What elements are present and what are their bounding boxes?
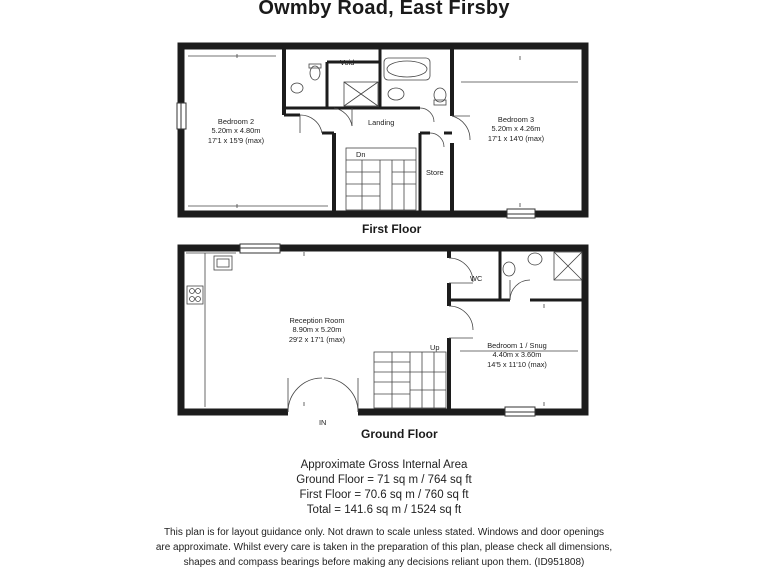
disclaimer-line-2: are approximate. Whilst every care is taken in the preparation of this plan, please check all dimensions,	[155, 542, 613, 553]
area-first: First Floor = 70.6 sq m / 760 sq ft	[299, 489, 469, 501]
area-summary	[0, 458, 768, 518]
room-imperial: 29'2 x 17'1 (max)	[288, 334, 346, 344]
label-landing: Landing	[368, 118, 395, 127]
label-void: Void	[340, 58, 355, 67]
room-name: Bedroom 3	[497, 115, 535, 124]
disclaimer	[0, 525, 768, 570]
room-metric: 5.20m x 4.26m	[491, 124, 541, 134]
ground-floor-outer-wall	[181, 248, 585, 412]
ground-floor-fixtures	[186, 252, 582, 412]
room-metric: 8.90m x 5.20m	[292, 325, 342, 335]
room-bedroom1	[472, 341, 562, 369]
room-bedroom2	[196, 117, 276, 145]
room-name: Reception Room	[289, 316, 345, 325]
area-total: Total = 141.6 sq m / 1524 sq ft	[306, 504, 462, 516]
label-in: IN	[319, 418, 327, 427]
label-store: Store	[426, 168, 444, 177]
room-imperial: 14'5 x 11'10 (max)	[487, 359, 547, 369]
disclaimer-line-3: shapes and compass bearings before making any decisions reliant upon them. (ID951808)	[183, 557, 585, 568]
floor-label-ground: Ground Floor	[361, 427, 438, 441]
room-name: Bedroom 1 / Snug	[487, 341, 547, 350]
room-bedroom3	[476, 115, 556, 143]
area-heading: Approximate Gross Internal Area	[300, 459, 468, 471]
room-imperial: 17'1 x 14'0 (max)	[487, 133, 545, 143]
label-wc: WC	[470, 274, 483, 283]
room-reception	[272, 316, 362, 344]
room-metric: 5.20m x 4.80m	[211, 126, 261, 136]
label-up: Up	[430, 343, 440, 352]
area-ground: Ground Floor = 71 sq m / 764 sq ft	[296, 474, 472, 486]
page-title: Owmby Road, East Firsby	[258, 0, 510, 19]
room-metric: 4.40m x 3.60m	[492, 350, 542, 360]
disclaimer-line-1: This plan is for layout guidance only. Not drawn to scale unless stated. Windows and door openings	[163, 527, 605, 538]
room-imperial: 17'1 x 15'9 (max)	[207, 135, 265, 145]
ground-floor-plan	[181, 244, 585, 416]
label-dn: Dn	[356, 150, 366, 159]
room-name: Bedroom 2	[217, 117, 255, 126]
floor-label-first: First Floor	[362, 222, 422, 236]
